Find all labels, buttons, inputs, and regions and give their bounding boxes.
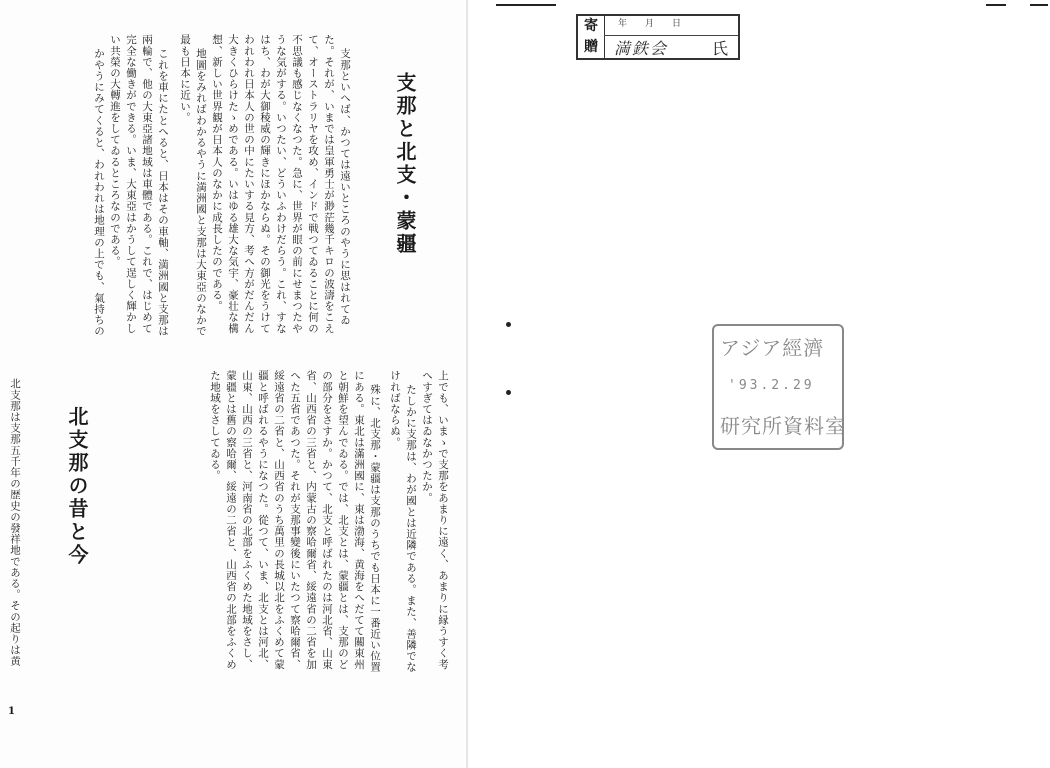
stamp-date-label: 年月日 — [618, 19, 700, 29]
body-column: 北支那は支那五千年の歴史の發祥地である。その起りは黄 — [9, 378, 21, 667]
article-title: 支那と北支・蒙疆 — [393, 72, 417, 256]
body-column: て、オーストラリヤを攻め、インドで戦つてゐることに何の — [307, 34, 319, 334]
body-column: はち、わが大御稜威の輝きにほかならぬ。その御光をうけて — [259, 34, 271, 334]
body-column: へた五省であつた。それが支那事變後にいたつて察哈爾省、 — [289, 370, 301, 670]
body-column: にある。東北は滿洲國に、東は渤海、黄海をへだてて關東州 — [353, 370, 365, 670]
body-column: の部分をさすか。かつて、北支と呼ばれたのは河北省、山東 — [321, 370, 333, 670]
body-column: 不思議も感じなくなつた。急に、世界が眼の前にせまつたや — [291, 34, 303, 334]
body-column: 蒙疆とは舊の察哈爾、綏遠の二省と、山西省の北部をふくめ — [225, 370, 237, 670]
body-column: 大きくひらけたゝめである。いはゆる雄大な気宇、豪壮な構 — [227, 34, 239, 334]
stamp-suffix: 氏 — [712, 39, 729, 58]
seal-top-text: アジア經濟 — [720, 336, 825, 360]
binding-hole — [506, 322, 511, 327]
body-column: かやうにみてくると、われわれは地理の上でも、氣持ちの — [93, 48, 105, 337]
page-number: 1 — [8, 706, 15, 717]
stamp-label-top: 寄 — [584, 18, 598, 34]
body-column: 想、新しい世界観が日本人のなかに成長したのである。 — [211, 34, 223, 312]
body-column: 兩輪で、他の大東亞諸地域は車體である。これで、はじめて — [141, 34, 153, 334]
body-column: た地域をさしてゐる。 — [209, 370, 221, 481]
edge-mark — [1030, 4, 1048, 6]
body-column: 上でも、いまゝで支那をあまりに遠く、あまりに縁うすく考 — [437, 370, 449, 670]
stamp-label-bottom: 贈 — [584, 39, 598, 55]
body-column: た。それが、いまでは皇軍勇士が渺茫幾千キロの波濤をこえ — [323, 34, 335, 334]
body-column: 省、山西省の三省と、内蒙古の察哈爾省、綏遠省の二省を加 — [305, 370, 317, 670]
body-column: 最も日本に近い。 — [179, 34, 191, 123]
donation-stamp — [576, 14, 740, 60]
body-column: 疆と呼ばれるやうになつた。從つて、いま、北支とは河北、 — [257, 370, 269, 670]
body-column: 綏遠省の二省と、山西省のうち萬里の長城以北をふくめて蒙 — [273, 370, 285, 670]
seal-date: '93.2.29 — [728, 378, 815, 393]
stamp-label — [578, 16, 605, 58]
body-column: これを車にたとへると、日本はその車軸、満洲國と支那は — [157, 48, 169, 337]
seal-bottom-text: 研究所資料室 — [720, 414, 846, 438]
body-column: ければならぬ。 — [389, 370, 401, 448]
edge-mark — [496, 4, 556, 6]
binding-hole — [506, 390, 511, 395]
body-column: 殊に、北支那・蒙疆は支那のうちでも日本に一番近い位置 — [369, 384, 381, 673]
body-column: 山東、山西の三省と、河南省の北部をふくめた地域をさし、 — [241, 370, 253, 670]
body-column: うな気がする。いつたい、どういふわけだらう。これ、すな — [275, 34, 287, 334]
body-column: 支那といへば、かつては遠いところのやうに思はれてゐ — [339, 48, 351, 326]
receipt-seal — [712, 324, 844, 450]
body-column: へすぎてはゐなかつたか。 — [421, 370, 433, 504]
section-title: 北支那の昔と今 — [65, 406, 89, 567]
body-column: たしかに支那は、わが國とは近隣である。また、善隣でな — [405, 384, 417, 673]
body-column: 地圖をみればわかるやうに満洲國と支那は大東亞のなかで — [195, 48, 207, 337]
stamp-donor: 満鉄会 — [614, 39, 669, 58]
body-column: と朝鮮を望んでゐる。では、北支とは、蒙疆とは、支那のど — [337, 370, 349, 670]
body-column: い共榮の大轉進をしてゐるところなのである。 — [109, 34, 121, 268]
body-column: われわれ日本人の世の中にたいする見方、考へ方がだんだん — [243, 34, 255, 334]
page-gutter — [466, 0, 468, 768]
body-column: 完全な働きができる。いま、大東亞はかうして逞しく輝かし — [125, 34, 137, 334]
edge-mark — [986, 4, 1006, 6]
